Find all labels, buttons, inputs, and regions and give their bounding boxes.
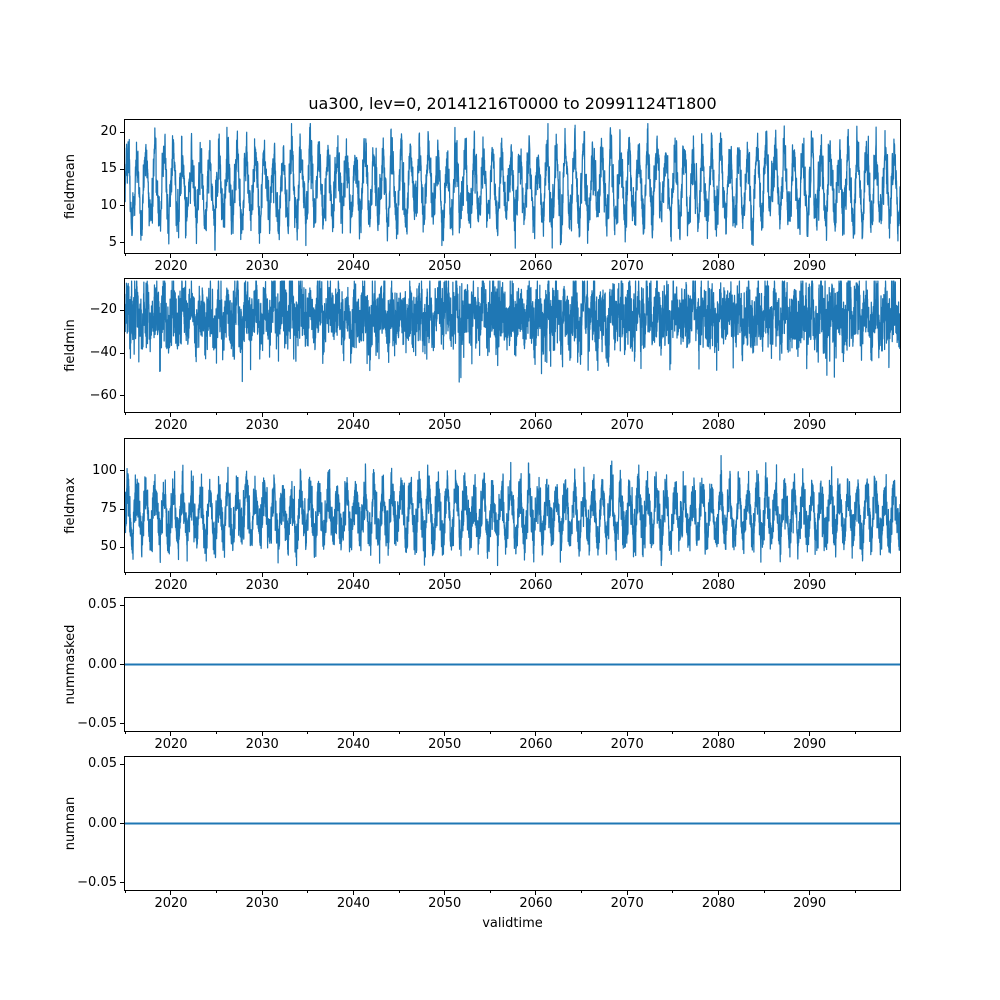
- y-tick-label: 75: [100, 501, 117, 517]
- y-tick-label: 0.00: [88, 656, 117, 672]
- y-tick-label: −0.05: [77, 874, 117, 890]
- x-major-tick: [627, 731, 628, 736]
- x-major-tick: [444, 731, 445, 736]
- x-tick-label: 2070: [610, 737, 644, 752]
- x-minor-tick: [307, 572, 308, 575]
- x-tick-label: 2050: [428, 418, 462, 433]
- x-minor-tick: [855, 890, 856, 893]
- x-tick-label: 2030: [245, 259, 279, 274]
- x-minor-tick: [764, 412, 765, 415]
- x-major-tick: [170, 890, 171, 895]
- x-tick-label: 2080: [701, 578, 735, 593]
- x-major-tick: [444, 412, 445, 417]
- x-major-tick: [170, 572, 171, 577]
- x-tick-label: 2040: [336, 418, 370, 433]
- x-minor-tick: [125, 253, 126, 256]
- x-major-tick: [353, 890, 354, 895]
- x-major-tick: [353, 253, 354, 258]
- x-tick-label: 2020: [154, 418, 188, 433]
- x-major-tick: [262, 890, 263, 895]
- y-tick-label: −0.05: [77, 715, 117, 731]
- x-minor-tick: [490, 572, 491, 575]
- x-major-tick: [353, 412, 354, 417]
- y-major-tick: [120, 882, 125, 883]
- y-axis-label-fieldmean: fieldmean: [63, 154, 78, 219]
- x-minor-tick: [125, 890, 126, 893]
- x-tick-label: 2040: [336, 737, 370, 752]
- y-major-tick: [120, 664, 125, 665]
- y-tick-label: 0.05: [88, 756, 117, 772]
- x-minor-tick: [216, 412, 217, 415]
- x-tick-label: 2020: [154, 896, 188, 911]
- x-minor-tick: [216, 572, 217, 575]
- y-major-tick: [120, 823, 125, 824]
- x-tick-label: 2030: [245, 578, 279, 593]
- x-tick-label: 2050: [428, 578, 462, 593]
- y-major-tick: [120, 205, 125, 206]
- x-minor-tick: [764, 253, 765, 256]
- x-minor-tick: [490, 890, 491, 893]
- x-major-tick: [444, 572, 445, 577]
- x-major-tick: [809, 731, 810, 736]
- x-tick-label: 2060: [519, 259, 553, 274]
- subplot-fieldmax: [63, 439, 900, 593]
- x-major-tick: [718, 572, 719, 577]
- x-minor-tick: [125, 731, 126, 734]
- y-tick-label: 100: [92, 462, 117, 478]
- x-minor-tick: [581, 253, 582, 256]
- x-tick-label: 2040: [336, 578, 370, 593]
- x-major-tick: [353, 572, 354, 577]
- x-tick-label: 2080: [701, 418, 735, 433]
- x-tick-label: 2090: [793, 259, 827, 274]
- x-minor-tick: [855, 253, 856, 256]
- x-major-tick: [353, 731, 354, 736]
- x-major-tick: [444, 253, 445, 258]
- x-minor-tick: [399, 572, 400, 575]
- fieldmean-series-canvas: [125, 120, 900, 253]
- x-minor-tick: [307, 731, 308, 734]
- y-major-tick: [120, 764, 125, 765]
- x-tick-label: 2050: [428, 896, 462, 911]
- x-minor-tick: [125, 572, 126, 575]
- x-tick-label: 2090: [793, 578, 827, 593]
- subplot-nummasked: [63, 597, 900, 752]
- y-major-tick: [120, 310, 125, 311]
- x-major-tick: [170, 731, 171, 736]
- x-tick-label: 2030: [245, 737, 279, 752]
- subplot-fieldmin: [63, 279, 900, 433]
- x-tick-label: 2060: [519, 418, 553, 433]
- x-minor-tick: [399, 890, 400, 893]
- x-tick-label: 2050: [428, 259, 462, 274]
- x-major-tick: [627, 253, 628, 258]
- y-axis-label-nummasked: nummasked: [63, 624, 78, 705]
- x-minor-tick: [581, 890, 582, 893]
- x-major-tick: [627, 890, 628, 895]
- y-axis-label-numnan: numnan: [63, 796, 78, 851]
- x-minor-tick: [764, 890, 765, 893]
- x-tick-label: 2060: [519, 737, 553, 752]
- x-tick-label: 2090: [793, 896, 827, 911]
- x-minor-tick: [399, 731, 400, 734]
- y-tick-label: −60: [89, 387, 117, 403]
- x-major-tick: [535, 412, 536, 417]
- x-tick-label: 2070: [610, 418, 644, 433]
- x-minor-tick: [855, 731, 856, 734]
- x-major-tick: [170, 253, 171, 258]
- x-minor-tick: [216, 731, 217, 734]
- y-tick-label: 0.00: [88, 815, 117, 831]
- y-tick-label: 10: [100, 197, 117, 213]
- x-major-tick: [718, 253, 719, 258]
- y-axis-label-fieldmin: fieldmin: [63, 319, 78, 372]
- x-tick-label: 2020: [154, 578, 188, 593]
- x-minor-tick: [399, 412, 400, 415]
- x-tick-label: 2070: [610, 896, 644, 911]
- x-tick-label: 2040: [336, 259, 370, 274]
- x-tick-label: 2070: [610, 578, 644, 593]
- x-minor-tick: [581, 572, 582, 575]
- x-tick-label: 2030: [245, 896, 279, 911]
- x-major-tick: [809, 253, 810, 258]
- x-tick-label: 2080: [701, 259, 735, 274]
- x-tick-label: 2070: [610, 259, 644, 274]
- x-tick-label: 2040: [336, 896, 370, 911]
- x-major-tick: [262, 253, 263, 258]
- x-minor-tick: [490, 253, 491, 256]
- x-minor-tick: [307, 890, 308, 893]
- x-major-tick: [809, 572, 810, 577]
- y-major-tick: [120, 242, 125, 243]
- x-minor-tick: [307, 253, 308, 256]
- x-minor-tick: [672, 890, 673, 893]
- x-tick-label: 2090: [793, 418, 827, 433]
- x-major-tick: [809, 412, 810, 417]
- x-tick-label: 2020: [154, 737, 188, 752]
- x-minor-tick: [216, 253, 217, 256]
- y-major-tick: [120, 132, 125, 133]
- subplot-fieldmean: [63, 120, 900, 274]
- x-tick-label: 2030: [245, 418, 279, 433]
- x-major-tick: [718, 890, 719, 895]
- x-major-tick: [535, 890, 536, 895]
- x-axis-label: validtime: [482, 916, 543, 931]
- y-major-tick: [120, 395, 125, 396]
- y-tick-label: 20: [100, 124, 117, 140]
- y-major-tick: [120, 353, 125, 354]
- y-tick-label: −20: [89, 302, 117, 318]
- x-minor-tick: [672, 731, 673, 734]
- y-tick-label: 0.05: [88, 597, 117, 613]
- x-minor-tick: [764, 572, 765, 575]
- x-major-tick: [535, 253, 536, 258]
- x-major-tick: [809, 890, 810, 895]
- x-tick-label: 2060: [519, 578, 553, 593]
- y-axis-label-fieldmax: fieldmax: [63, 477, 78, 534]
- x-minor-tick: [490, 731, 491, 734]
- x-major-tick: [444, 890, 445, 895]
- y-tick-label: −40: [89, 345, 117, 361]
- subplot-numnan: [63, 756, 900, 911]
- x-minor-tick: [125, 412, 126, 415]
- x-major-tick: [627, 412, 628, 417]
- figure-title: ua300, lev=0, 20141216T0000 to 20991124T1800: [308, 94, 717, 113]
- x-tick-label: 2020: [154, 259, 188, 274]
- x-tick-label: 2050: [428, 737, 462, 752]
- x-major-tick: [170, 412, 171, 417]
- y-tick-label: 15: [100, 161, 117, 177]
- x-minor-tick: [216, 890, 217, 893]
- y-major-tick: [120, 605, 125, 606]
- x-major-tick: [718, 412, 719, 417]
- y-major-tick: [120, 470, 125, 471]
- x-major-tick: [262, 731, 263, 736]
- x-minor-tick: [307, 412, 308, 415]
- x-major-tick: [535, 572, 536, 577]
- x-tick-label: 2080: [701, 896, 735, 911]
- x-major-tick: [535, 731, 536, 736]
- x-minor-tick: [581, 731, 582, 734]
- x-minor-tick: [855, 572, 856, 575]
- x-minor-tick: [672, 412, 673, 415]
- numnan-series-canvas: [125, 757, 900, 890]
- x-minor-tick: [399, 253, 400, 256]
- y-major-tick: [120, 547, 125, 548]
- y-major-tick: [120, 169, 125, 170]
- x-major-tick: [718, 731, 719, 736]
- x-tick-label: 2060: [519, 896, 553, 911]
- x-major-tick: [262, 412, 263, 417]
- nummasked-series-canvas: [125, 598, 900, 731]
- x-tick-label: 2080: [701, 737, 735, 752]
- y-major-tick: [120, 509, 125, 510]
- y-tick-label: 50: [100, 539, 117, 555]
- y-major-tick: [120, 723, 125, 724]
- x-minor-tick: [672, 572, 673, 575]
- x-tick-label: 2090: [793, 737, 827, 752]
- x-minor-tick: [581, 412, 582, 415]
- x-major-tick: [627, 572, 628, 577]
- x-minor-tick: [764, 731, 765, 734]
- x-minor-tick: [672, 253, 673, 256]
- y-tick-label: 5: [108, 234, 117, 250]
- x-minor-tick: [490, 412, 491, 415]
- x-major-tick: [262, 572, 263, 577]
- x-minor-tick: [855, 412, 856, 415]
- fieldmin-series-canvas: [125, 279, 900, 412]
- fieldmax-series-canvas: [125, 439, 900, 572]
